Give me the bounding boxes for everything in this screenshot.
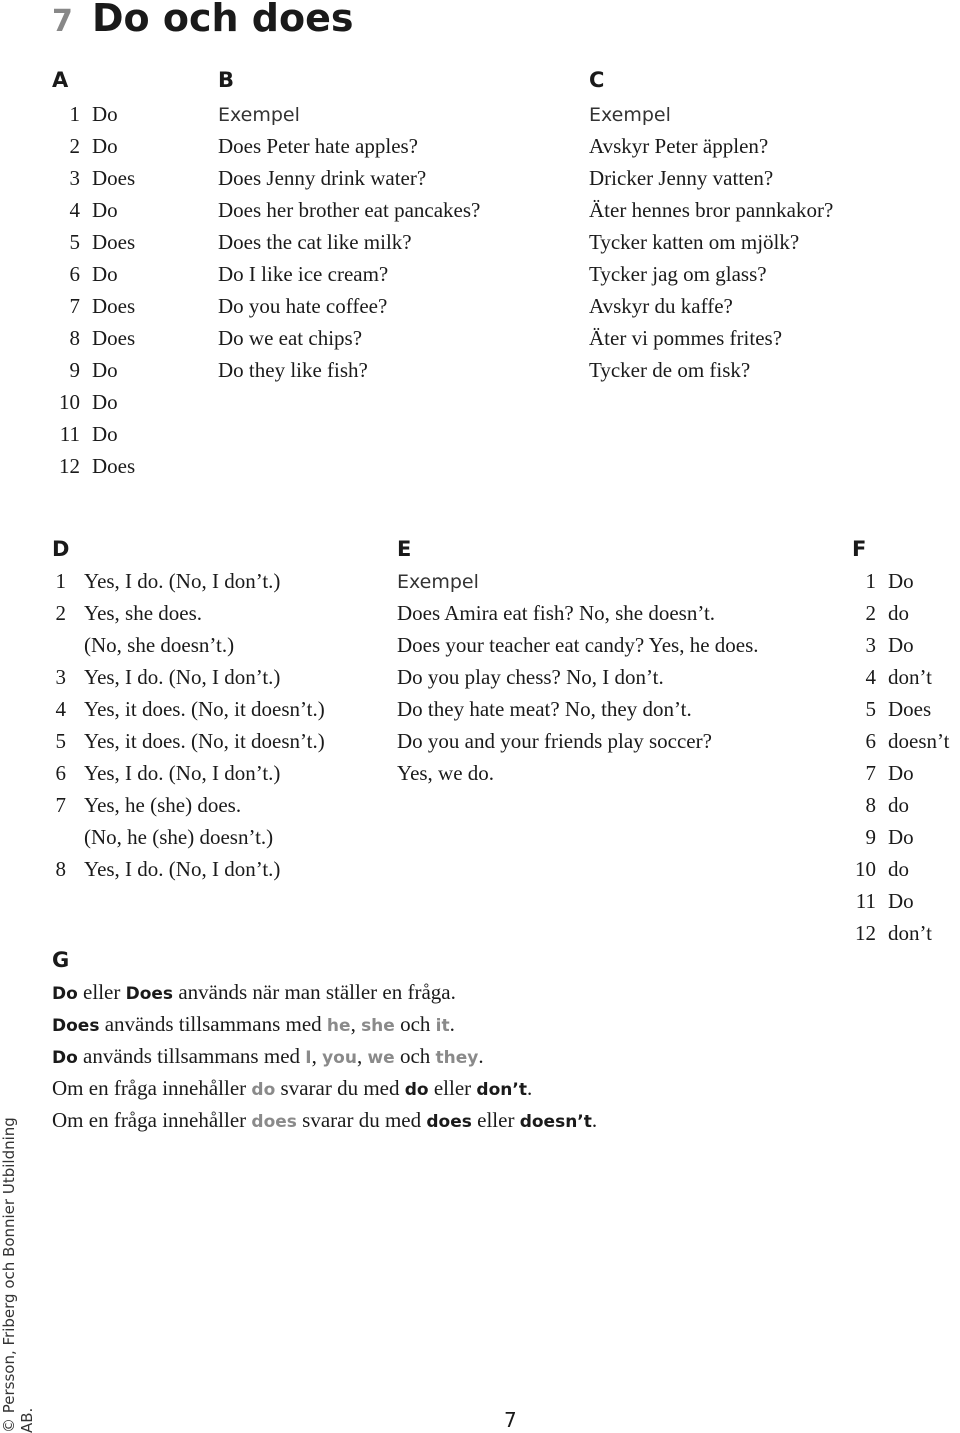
item-text: don’t [888,921,932,945]
section-c-label: C [589,68,605,92]
item-text: Does [92,166,136,190]
keyword: I [305,1048,312,1068]
section-c-list [589,130,833,386]
item-text: Do [888,761,914,785]
item-number: 8 [55,857,66,881]
list-item: Do you play chess? No, I don’t. [397,665,664,689]
item-text: Does [888,697,932,721]
rule-text: används tillsammans med [77,1044,306,1068]
list-item: Do they like fish? [218,358,368,382]
keyword: don’t [476,1080,527,1100]
list-item: Avskyr Peter äpplen? [589,134,769,158]
item-text: (No, he (she) doesn’t.) [84,825,274,849]
keyword: you [322,1048,357,1068]
item-text: (No, she doesn’t.) [84,633,235,657]
keyword: does [251,1112,297,1132]
item-text: Does [92,230,136,254]
list-item: Do I like ice cream? [218,262,389,286]
list-item [848,789,949,821]
list-item [52,418,135,450]
rule-text: används tillsammans med [99,1012,327,1036]
list-item [848,757,949,789]
list-item [848,821,949,853]
list-item [52,226,135,258]
item-number: 7 [69,294,80,318]
item-number: 3 [69,166,80,190]
list-item: Tycker de om fisk? [589,358,751,382]
keyword: it [435,1016,450,1036]
item-number: 1 [55,569,66,593]
item-text: Do [888,633,914,657]
list-item: Does Jenny drink water? [218,166,427,190]
item-number: 9 [865,825,876,849]
item-text: doesn’t [888,729,950,753]
item-text: Does [92,294,136,318]
list-item [52,162,135,194]
list-item [52,130,135,162]
list-item [52,354,135,386]
chapter-number: 7 [52,4,73,39]
keyword: doesn’t [519,1112,592,1132]
list-item [848,917,949,949]
keyword: do [404,1080,429,1100]
list-item [52,629,325,661]
list-item [52,853,325,885]
page-number: 7 [504,1408,517,1432]
section-f-list [848,565,949,949]
item-text: don’t [888,665,932,689]
list-item: Do you hate coffee? [218,294,388,318]
item-text: do [888,601,909,625]
list-item [52,597,325,629]
keyword: she [361,1016,395,1036]
item-text: Yes, I do. (No, I don’t.) [84,857,281,881]
rule-line [52,1076,532,1101]
list-item [848,597,949,629]
section-d-label: D [52,537,70,561]
item-number: 6 [55,761,66,785]
item-text: Do [92,262,118,286]
section-f-label: F [852,537,867,561]
rule-line [52,1012,455,1037]
list-item [52,450,135,482]
list-item: Do they hate meat? No, they don’t. [397,697,692,721]
list-item [52,693,325,725]
keyword: they [435,1048,479,1068]
item-number: 12 [855,921,876,945]
list-item [848,565,949,597]
list-item: Tycker jag om glass? [589,262,767,286]
item-number: 9 [69,358,80,382]
item-text: Does [92,454,136,478]
item-number: 2 [69,134,80,158]
keyword: Do [52,984,78,1004]
item-number: 2 [865,601,876,625]
item-text: Do [888,889,914,913]
rule-text: eller [428,1076,477,1100]
section-b-list [218,130,480,386]
item-number: 11 [855,889,876,913]
list-item: Äter hennes bror pannkakor? [589,198,834,222]
section-b-label: B [218,68,235,92]
list-item [848,725,949,757]
item-number: 8 [865,793,876,817]
list-item [848,629,949,661]
item-number: 7 [865,761,876,785]
section-e-list [397,597,759,789]
item-text: Do [888,825,914,849]
list-item [52,661,325,693]
item-text: Do [92,198,118,222]
rule-text: svarar du med [275,1076,405,1100]
copyright-notice: © Persson, Friberg och Bonnier Utbildning AB. [0,1117,36,1433]
list-item: Avskyr du kaffe? [589,294,733,318]
list-item [848,853,949,885]
rule-text: svarar du med [296,1108,427,1132]
list-item: Does Amira eat fish? No, she doesn’t. [397,601,716,625]
item-text: do [888,857,909,881]
list-item [848,693,949,725]
rule-line [52,1108,597,1133]
item-number: 6 [69,262,80,286]
item-number: 5 [69,230,80,254]
rule-text: och [394,1044,436,1068]
item-number: 3 [55,665,66,689]
chapter-title: Do och does [92,0,354,40]
list-item [52,322,135,354]
rule-text: eller [77,980,126,1004]
item-number: 5 [865,697,876,721]
keyword: he [326,1016,351,1036]
item-number: 10 [59,390,80,414]
item-number: 4 [55,697,66,721]
section-g-label: G [52,948,70,972]
item-number: 7 [55,793,66,817]
list-item: Dricker Jenny vatten? [589,166,774,190]
list-item: Tycker katten om mjölk? [589,230,800,254]
keyword: do [251,1080,276,1100]
list-item: Yes, we do. [397,761,495,785]
item-text: Do [92,358,118,382]
section-a-list [52,98,135,482]
item-text: Yes, she does. [84,601,203,625]
rule-text: , [356,1044,368,1068]
list-item: Does the cat like milk? [218,230,412,254]
list-item [52,386,135,418]
list-item [52,290,135,322]
item-number: 12 [59,454,80,478]
list-item: Äter vi pommes frites? [589,326,783,350]
item-text: Do [92,422,118,446]
item-text: Yes, it does. (No, it doesn’t.) [84,697,325,721]
item-number: 1 [865,569,876,593]
keyword: does [426,1112,472,1132]
item-number: 5 [55,729,66,753]
rule-text: Om en fråga innehåller [52,1108,252,1132]
keyword: we [367,1048,395,1068]
section-c-example-label: Exempel [589,104,671,126]
rule-text: . [478,1044,484,1068]
rule-text: , [311,1044,323,1068]
list-item: Do we eat chips? [218,326,363,350]
item-number: 11 [59,422,80,446]
rule-line [52,1044,484,1069]
item-number: 10 [855,857,876,881]
item-number: 4 [865,665,876,689]
list-item [52,725,325,757]
rule-text: används när man ställer en fråga. [173,980,456,1004]
item-text: Yes, I do. (No, I don’t.) [84,569,281,593]
item-text: do [888,793,909,817]
item-text: Do [92,390,118,414]
list-item [848,885,949,917]
item-number: 4 [69,198,80,222]
item-text: Yes, I do. (No, I don’t.) [84,665,281,689]
list-item [848,661,949,693]
list-item [52,258,135,290]
rule-text: . [591,1108,598,1132]
item-text: Yes, I do. (No, I don’t.) [84,761,281,785]
item-number: 2 [55,601,66,625]
section-a-label: A [52,68,69,92]
list-item [52,565,325,597]
section-d-list [52,565,325,885]
list-item: Does Peter hate apples? [218,134,419,158]
item-text: Yes, he (she) does. [84,793,242,817]
keyword: Do [52,1048,78,1068]
list-item [52,789,325,821]
section-e-example-label: Exempel [397,571,479,593]
rule-line [52,980,456,1005]
rule-text: . [526,1076,533,1100]
rule-text: . [449,1012,455,1036]
list-item [52,757,325,789]
rule-text: och [394,1012,436,1036]
item-text: Does [92,326,136,350]
item-number: 1 [69,102,80,126]
keyword: Does [125,984,174,1004]
rule-text: Om en fråga innehåller [52,1076,252,1100]
list-item: Does your teacher eat candy? Yes, he does. [397,633,759,657]
list-item: Do you and your friends play soccer? [397,729,712,753]
section-e-label: E [397,537,412,561]
section-b-example-label: Exempel [218,104,300,126]
item-number: 6 [865,729,876,753]
rule-text: eller [471,1108,520,1132]
list-item [52,98,135,130]
item-text: Yes, it does. (No, it doesn’t.) [84,729,325,753]
list-item [52,821,325,853]
item-text: Do [92,102,118,126]
item-number: 8 [69,326,80,350]
item-text: Do [888,569,914,593]
list-item [52,194,135,226]
item-text: Do [92,134,118,158]
item-number: 3 [865,633,876,657]
keyword: Does [52,1016,100,1036]
rule-text: , [350,1012,362,1036]
list-item: Does her brother eat pancakes? [218,198,481,222]
